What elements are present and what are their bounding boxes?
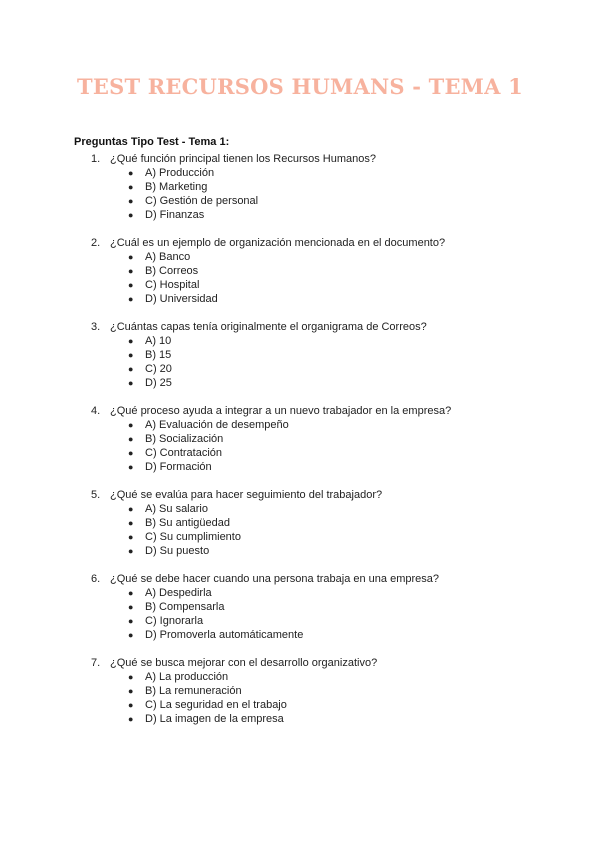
bullet-icon: ●: [128, 434, 134, 444]
option-text: B) Socialización: [145, 433, 224, 445]
question-number: 4.: [91, 405, 101, 417]
option-text: D) La imagen de la empresa: [145, 713, 284, 725]
question-item: [0, 236, 600, 306]
option-text: A) Despedirla: [145, 587, 212, 599]
option-item: [0, 614, 600, 628]
option-list: [0, 334, 600, 390]
bullet-icon: ●: [128, 280, 134, 290]
option-text: C) Contratación: [145, 447, 223, 459]
option-item: [0, 712, 600, 726]
bullet-icon: ●: [128, 588, 134, 598]
bullet-icon: ●: [128, 210, 134, 220]
bullet-icon: ●: [128, 504, 134, 514]
option-item: [0, 432, 600, 446]
question-item: [0, 152, 600, 222]
bullet-icon: ●: [128, 350, 134, 360]
question-text: ¿Qué proceso ayuda a integrar a un nuevo trabajador en la empresa?: [110, 405, 452, 417]
option-item: [0, 180, 600, 194]
option-text: C) Su cumplimiento: [145, 531, 241, 543]
option-item: [0, 250, 600, 264]
option-item: [0, 334, 600, 348]
option-text: C) Hospital: [145, 279, 200, 291]
option-text: A) Evaluación de desempeño: [145, 419, 289, 431]
question-number: 3.: [91, 321, 101, 333]
option-text: A) Producción: [145, 167, 215, 179]
option-text: A) La producción: [145, 671, 229, 683]
bullet-icon: ●: [128, 602, 134, 612]
option-item: [0, 530, 600, 544]
option-item: [0, 670, 600, 684]
option-item: [0, 544, 600, 558]
question-number: 6.: [91, 573, 101, 585]
option-text: D) Formación: [145, 461, 212, 473]
option-list: [0, 166, 600, 222]
option-text: C) Ignorarla: [145, 615, 204, 627]
option-text: B) Compensarla: [145, 601, 225, 613]
option-text: D) Universidad: [145, 293, 218, 305]
question-item: [0, 320, 600, 390]
option-text: D) Su puesto: [145, 545, 210, 557]
question-text: ¿Qué función principal tienen los Recursos Humanos?: [110, 153, 376, 165]
question-text: ¿Qué se evalúa para hacer seguimiento del trabajador?: [110, 489, 383, 501]
question-number: 2.: [91, 237, 101, 249]
bullet-icon: ●: [128, 294, 134, 304]
bullet-icon: ●: [128, 420, 134, 430]
option-item: [0, 698, 600, 712]
option-item: [0, 292, 600, 306]
bullet-icon: ●: [128, 336, 134, 346]
option-item: [0, 264, 600, 278]
question-list: [0, 152, 600, 740]
question-item: [0, 656, 600, 726]
bullet-icon: ●: [128, 364, 134, 374]
option-item: [0, 208, 600, 222]
option-item: [0, 376, 600, 390]
bullet-icon: ●: [128, 672, 134, 682]
section-heading: Preguntas Tipo Test - Tema 1:: [74, 136, 230, 148]
option-item: [0, 684, 600, 698]
bullet-icon: ●: [128, 448, 134, 458]
option-text: B) La remuneración: [145, 685, 242, 697]
option-item: [0, 516, 600, 530]
option-item: [0, 194, 600, 208]
option-item: [0, 600, 600, 614]
bullet-icon: ●: [128, 714, 134, 724]
option-item: [0, 418, 600, 432]
question-text: ¿Cuál es un ejemplo de organización mencionada en el documento?: [110, 237, 446, 249]
option-text: C) La seguridad en el trabajo: [145, 699, 287, 711]
option-item: [0, 460, 600, 474]
bullet-icon: ●: [128, 462, 134, 472]
option-list: [0, 586, 600, 642]
question-number: 5.: [91, 489, 101, 501]
option-item: [0, 166, 600, 180]
bullet-icon: ●: [128, 546, 134, 556]
question-text: ¿Qué se busca mejorar con el desarrollo organizativo?: [110, 657, 378, 669]
bullet-icon: ●: [128, 378, 134, 388]
option-text: B) Marketing: [145, 181, 208, 193]
bullet-icon: ●: [128, 616, 134, 626]
question-text: ¿Cuántas capas tenía originalmente el organigrama de Correos?: [110, 321, 427, 333]
bullet-icon: ●: [128, 168, 134, 178]
option-text: B) 15: [145, 349, 172, 361]
option-item: [0, 362, 600, 376]
option-list: [0, 670, 600, 726]
option-list: [0, 502, 600, 558]
bullet-icon: ●: [128, 266, 134, 276]
bullet-icon: ●: [128, 196, 134, 206]
question-number: 7.: [91, 657, 101, 669]
option-text: B) Su antigüedad: [145, 517, 231, 529]
option-list: [0, 418, 600, 474]
option-text: D) Finanzas: [145, 209, 205, 221]
option-item: [0, 502, 600, 516]
option-text: B) Correos: [145, 265, 199, 277]
bullet-icon: ●: [128, 686, 134, 696]
option-list: [0, 250, 600, 306]
question-item: [0, 488, 600, 558]
option-text: A) Su salario: [145, 503, 208, 515]
option-item: [0, 446, 600, 460]
question-item: [0, 572, 600, 642]
option-item: [0, 586, 600, 600]
bullet-icon: ●: [128, 532, 134, 542]
bullet-icon: ●: [128, 182, 134, 192]
bullet-icon: ●: [128, 630, 134, 640]
bullet-icon: ●: [128, 700, 134, 710]
question-item: [0, 404, 600, 474]
question-number: 1.: [91, 153, 101, 165]
option-text: C) Gestión de personal: [145, 195, 259, 207]
option-text: D) Promoverla automáticamente: [145, 629, 304, 641]
option-item: [0, 348, 600, 362]
option-item: [0, 278, 600, 292]
bullet-icon: ●: [128, 518, 134, 528]
bullet-icon: ●: [128, 252, 134, 262]
option-text: A) Banco: [145, 251, 191, 263]
option-text: C) 20: [145, 363, 172, 375]
question-text: ¿Qué se debe hacer cuando una persona trabaja en una empresa?: [110, 573, 440, 585]
option-item: [0, 628, 600, 642]
option-text: A) 10: [145, 335, 172, 347]
document-title: TEST RECURSOS HUMANS - TEMA 1: [77, 74, 523, 99]
option-text: D) 25: [145, 377, 172, 389]
